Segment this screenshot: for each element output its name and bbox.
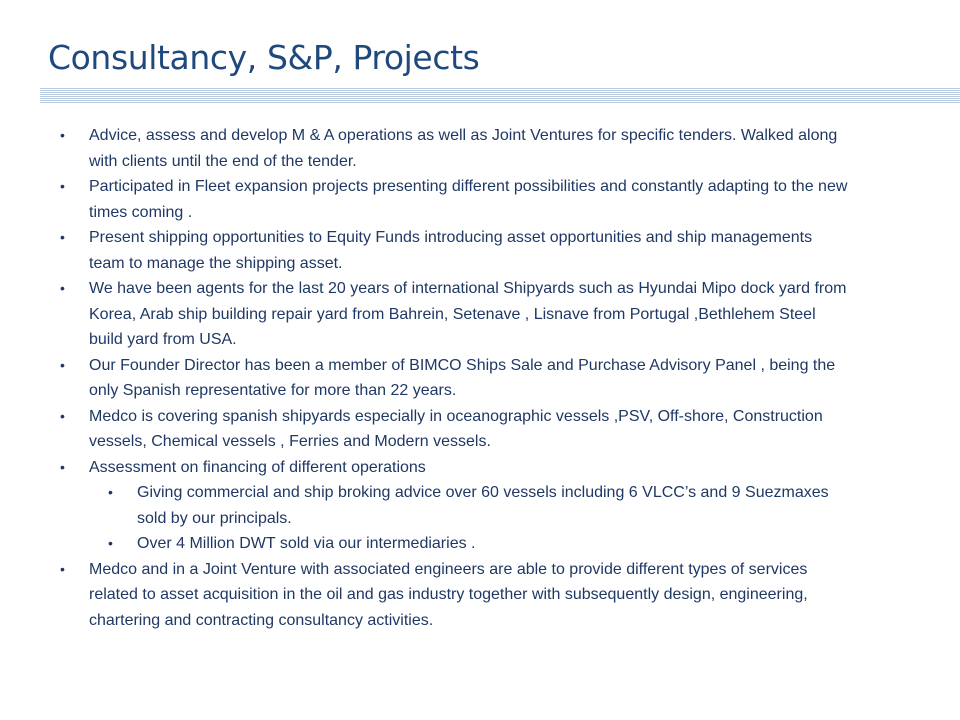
- bullet-text: Medco is covering spanish shipyards especially in oceanographic vessels ,PSV, Off-shore, Construction vessels, Chemical vessels , Ferries and Modern vessels.: [89, 407, 823, 450]
- bullet-text: Participated in Fleet expansion projects presenting different possibilities and constantly adapting to the new times coming .: [89, 178, 848, 221]
- slide-title: Consultancy, S&P, Projects: [48, 38, 480, 77]
- bullet-text: Advice, assess and develop M & A operations as well as Joint Ventures for specific tenders. Walked along with clients until the end of the tender.: [89, 127, 838, 170]
- bullet-item-equity-funds: [60, 225, 849, 276]
- slide-body: [60, 123, 860, 633]
- bullet-icon: •: [60, 356, 65, 373]
- bullet-item-spanish-shipyards: [60, 404, 849, 455]
- bullet-text: Present shipping opportunities to Equity Funds introducing asset opportunities and ship managements team to manage the shipping asset.: [89, 229, 813, 272]
- bullet-item-joint-venture: [60, 557, 849, 634]
- bullet-icon: •: [108, 535, 113, 551]
- bullet-item-financing: [60, 455, 849, 557]
- title-divider: [0, 88, 960, 103]
- bullet-item-advice: [60, 123, 849, 174]
- bullet-item-fleet-expansion: [60, 174, 849, 225]
- sub-bullet-text: Giving commercial and ship broking advice over 60 vessels including 6 VLCC’s and 9 Suezmaxes sold by our principals.: [137, 484, 829, 527]
- bullet-text: Assessment on financing of different operations: [89, 458, 426, 476]
- bullet-text: Medco and in a Joint Venture with associated engineers are able to provide different types of services related to asset acquisition in the oil and gas industry together with subsequently design, engineering, chartering and contracting consultancy activities.: [89, 560, 808, 629]
- sub-bullet-item-dwt-sold: [89, 531, 837, 557]
- bullet-icon: •: [60, 280, 65, 296]
- bullet-list: [60, 123, 860, 633]
- sub-bullet-list: [89, 480, 849, 557]
- bullet-item-bimco: [60, 353, 849, 404]
- bullet-icon: •: [60, 127, 65, 143]
- bullet-icon: •: [60, 229, 65, 245]
- bullet-item-shipyard-agents: [60, 276, 849, 353]
- sub-bullet-text: Over 4 Million DWT sold via our intermediaries .: [137, 535, 476, 552]
- bullet-icon: •: [60, 458, 65, 475]
- bullet-icon: •: [60, 178, 65, 194]
- sub-bullet-item-broking-advice: [89, 480, 837, 531]
- bullet-icon: •: [108, 484, 113, 500]
- bullet-text: We have been agents for the last 20 years of international Shipyards such as Hyundai Mipo dock yard from Korea, Arab ship building repair yard from Bahrein, Setenave , Lisnave from Portugal ,Bethlehem Steel build yard from USA.: [89, 280, 847, 348]
- bullet-text: Our Founder Director has been a member of BIMCO Ships Sale and Purchase Advisory Panel , being the only Spanish representative for more than 22 years.: [89, 356, 836, 399]
- bullet-icon: •: [60, 407, 65, 424]
- bullet-icon: •: [60, 560, 65, 577]
